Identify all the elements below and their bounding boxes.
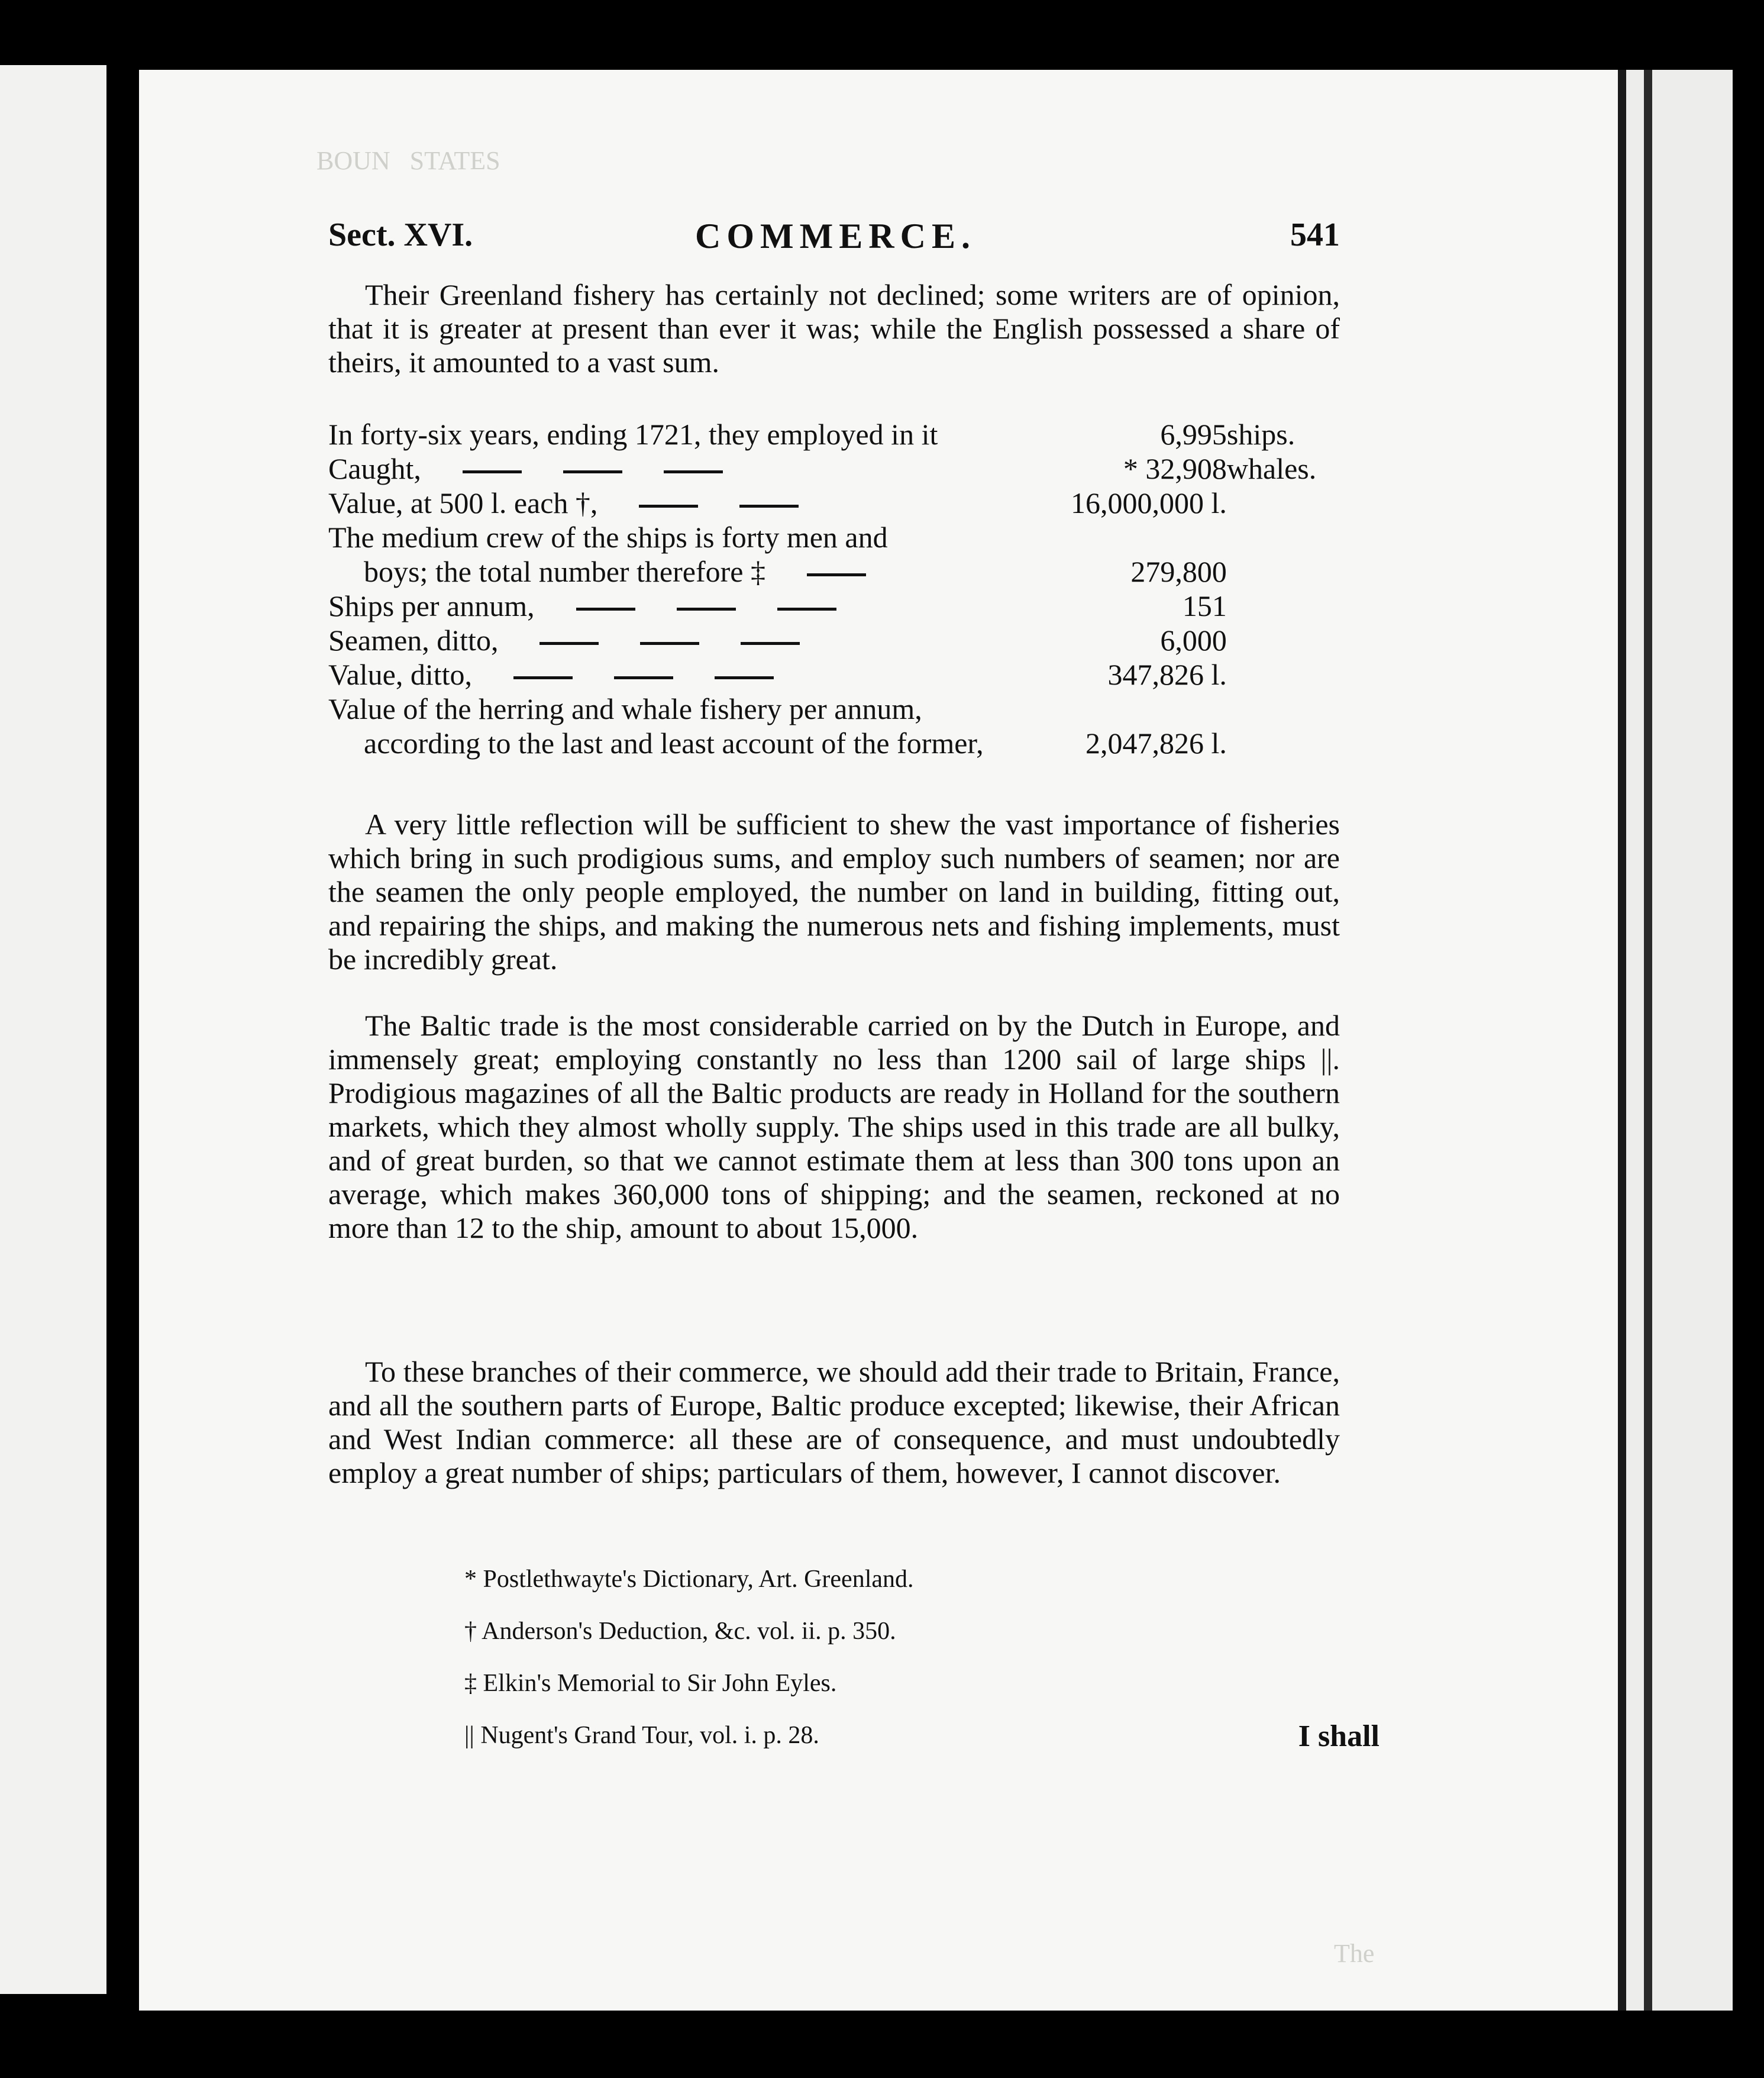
paragraph-baltic-trade: The Baltic trade is the most considerable carried on by the Dutch in Europe, and immensely great; employing constantly no less than 1200 sail of large ships ||. Prodigious magazines of all the Baltic products are ready in Holland for the southern markets, which they almost wholly supply. The ships used in this trade are all bulky, and of great burden, so that we cannot estimate them at less than 300 tons upon an average, which makes 360,000 tons of shipping; and the seamen, reckoned at no more than 12 to the ship, amount to about 15,000. — [328, 1009, 1340, 1244]
leader-rule — [539, 642, 599, 645]
leader-rule — [739, 505, 799, 508]
ledger-row: Value, at 500 l. each †, 16,000,000 l. — [328, 486, 1227, 520]
show-through-text: BOUN STATES — [316, 146, 500, 175]
footnote: * Postlethwayte's Dictionary, Art. Greenland. — [464, 1566, 914, 1593]
ledger-row: according to the last and least account of the former, 2,047,826 l. — [364, 727, 1227, 760]
footnotes — [464, 1553, 914, 1761]
leader-rule — [563, 470, 622, 473]
footnote: ‡ Elkin's Memorial to Sir John Eyles. — [464, 1670, 837, 1697]
ledger-row: The medium crew of the ships is forty men and — [328, 521, 888, 554]
page-number: 541 — [1290, 217, 1340, 253]
footnote: || Nugent's Grand Tour, vol. i. p. 28. — [464, 1722, 819, 1749]
footnote: † Anderson's Deduction, &c. vol. ii. p. 350. — [464, 1618, 896, 1645]
leader-rule — [640, 642, 699, 645]
show-through-text: The — [1334, 1939, 1375, 1968]
ledger-row: boys; the total number therefore ‡ 279,800 — [364, 555, 1227, 588]
next-page-edge — [1618, 70, 1733, 2011]
ledger-row: Caught, * 32,908 whales. — [328, 452, 1317, 485]
leader-rule — [639, 505, 698, 508]
running-header — [328, 216, 1340, 263]
leader-rule — [677, 608, 736, 611]
ledger-row: Ships per annum, 151 — [328, 589, 1227, 622]
leader-rule — [576, 608, 635, 611]
leader-rule — [807, 573, 866, 576]
ledger-row: Value of the herring and whale fishery per annum, — [328, 692, 922, 725]
section-label: Sect. XVI. — [328, 217, 473, 253]
leader-rule — [715, 676, 774, 679]
paragraph-greenland: Their Greenland fishery has certainly not declined; some writers are of opinion, that it is greater at present than ever it was; while the English possessed a share of theirs, it amounted to a vast sum. — [328, 278, 1340, 379]
leader-rule — [664, 470, 723, 473]
ledger-row: In forty-six years, ending 1721, they employed in it 6,995 ships. — [328, 418, 1295, 451]
paragraph-reflection: A very little reflection will be sufficient to shew the vast importance of fisheries which bring in such prodigious sums, and employ such numbers of seamen; nor are the seamen the only people employed, the number on land in building, fitting out, and repairing the ships, and making the numerous nets and fishing implements, must be incredibly great. — [328, 808, 1340, 976]
leader-rule — [463, 470, 522, 473]
leader-rule — [614, 676, 673, 679]
ledger-row: Value, ditto, 347,826 l. — [328, 658, 1227, 691]
fishery-ledger — [328, 417, 1340, 760]
facing-page-edge — [0, 65, 106, 1994]
ledger-row: Seamen, ditto, 6,000 — [328, 624, 1227, 657]
leader-rule — [513, 676, 573, 679]
leader-rule — [741, 642, 800, 645]
catchword: I shall — [1298, 1719, 1379, 1753]
leader-rule — [777, 608, 836, 611]
paragraph-other-branches: To these branches of their commerce, we should add their trade to Britain, France, and all the southern parts of Europe, Baltic produce excepted; likewise, their African and West Indian commerce: all these are of consequence, and must undoubtedly employ a great number of ships; particulars of them, however, I cannot discover. — [328, 1355, 1340, 1489]
page-title: COMMERCE. — [695, 217, 976, 256]
